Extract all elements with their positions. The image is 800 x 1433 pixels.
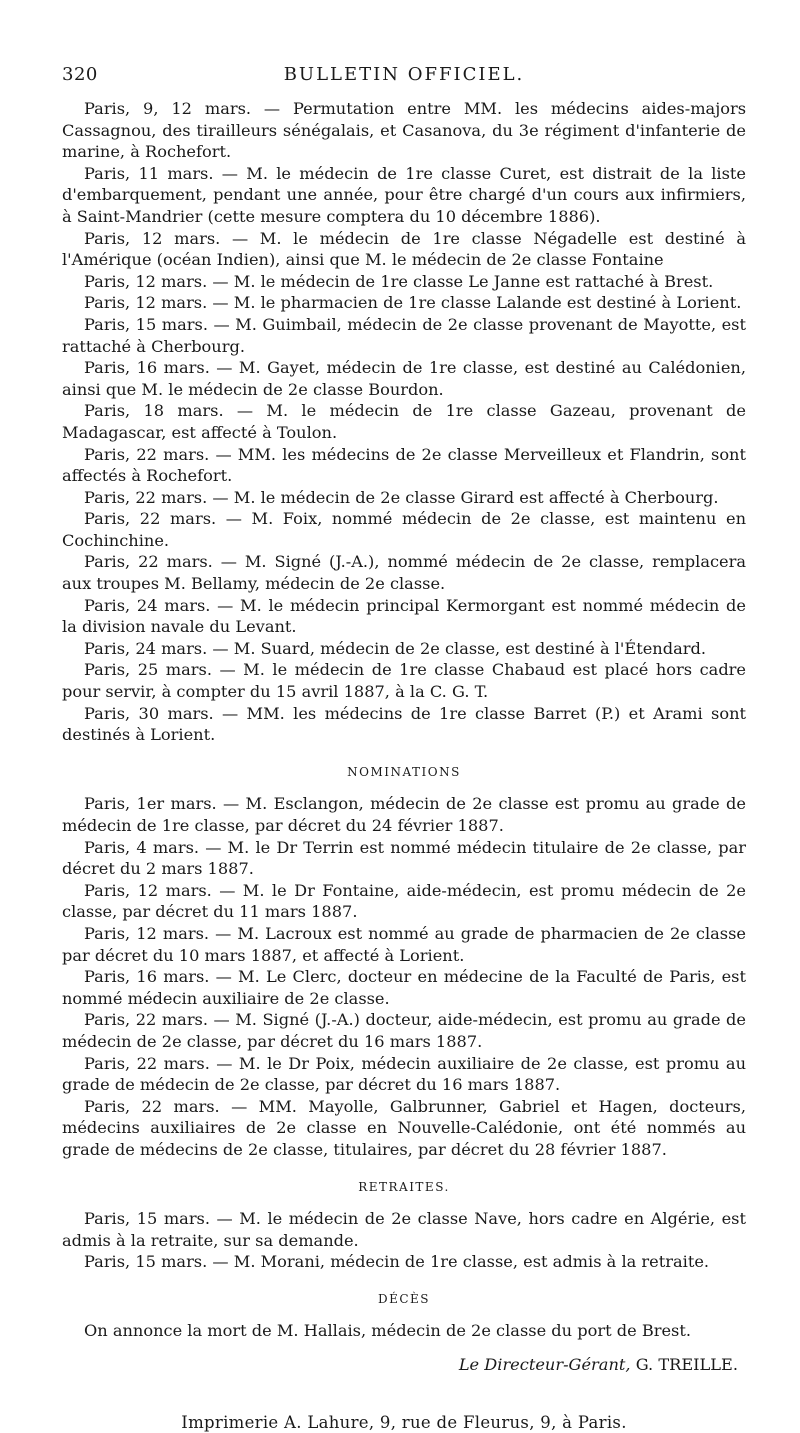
nominations-section bbox=[62, 793, 746, 1160]
nominations-heading: NOMINATIONS bbox=[347, 764, 461, 779]
paragraph: Paris, 11 mars. — M. le médecin de 1re classe Curet, est distrait de la liste d'embarquement, pendant une année, pour être chargé d'un cours aux infirmiers, à Saint-Mandrier (cette mesure comptera du 10 décembre 1886). bbox=[62, 163, 746, 226]
running-head bbox=[62, 60, 746, 88]
paragraph: Paris, 22 mars. — M. Signé (J.-A.), nommé médecin de 2e classe, remplacera aux troupes M. Bellamy, médecin de 2e classe. bbox=[62, 552, 746, 594]
signature-name: G. TREILLE. bbox=[635, 1355, 738, 1375]
paragraph: Paris, 12 mars. — M. le pharmacien de 1re classe Lalande est destiné à Lorient. bbox=[84, 293, 742, 313]
page bbox=[62, 60, 746, 1433]
paragraph: Paris, 22 mars. — MM. Mayolle, Galbrunner, Gabriel et Hagen, docteurs, médecins auxiliaires de 2e classe en Nouvelle-Calédonie, ont été nommés au grade de médecins de 2e classe, titulaires, par décret du 28 février 1887. bbox=[62, 1096, 746, 1159]
paragraph: Paris, 16 mars. — M. Le Clerc, docteur en médecine de la Faculté de Paris, est nommé médecin auxiliaire de 2e classe. bbox=[62, 967, 746, 1008]
retraites-section bbox=[62, 1208, 746, 1273]
paragraph: Paris, 12 mars. — M. Lacroux est nommé au grade de pharmacien de 2e classe par décret du 10 mars 1887, et affecté à Lorient. bbox=[62, 923, 746, 965]
signature bbox=[62, 1354, 746, 1376]
page-number: 320 bbox=[62, 64, 98, 85]
deces-heading: DÉCÈS bbox=[377, 1291, 431, 1306]
paragraph: Paris, 9, 12 mars. — Permutation entre MM. les médecins aides-majors Cassagnou, des tirailleurs sénégalais, et Casanova, du 3e régiment d'infanterie de marine, à Rochefort. bbox=[62, 99, 746, 162]
paragraph: Paris, 12 mars. — M. le médecin de 1re classe Négadelle est destiné à l'Amérique (océan Indien), ainsi que M. le médecin de 2e classe Fontaine bbox=[62, 228, 746, 270]
paragraph: Paris, 15 mars. — M. le médecin de 2e classe Nave, hors cadre en Algérie, est admis à la retraite, sur sa demande. bbox=[62, 1209, 746, 1250]
paragraph: Paris, 18 mars. — M. le médecin de 1re classe Gazeau, provenant de Madagascar, est affecté à Toulon. bbox=[62, 401, 746, 442]
paragraph: Paris, 16 mars. — M. Gayet, médecin de 1re classe, est destiné au Calédonien, ainsi que M. le médecin de 2e classe Bourdon. bbox=[62, 358, 746, 399]
paragraph: Paris, 4 mars. — M. le Dr Terrin est nommé médecin titulaire de 2e classe, par décret du 2 mars 1887. bbox=[62, 837, 746, 879]
signature-role: Le Directeur-Gérant, bbox=[458, 1355, 631, 1375]
deces-section bbox=[62, 1320, 746, 1342]
imprint: Imprimerie A. Lahure, 9, rue de Fleurus, 9, à Paris. bbox=[181, 1412, 627, 1432]
paragraph: Paris, 22 mars. — MM. les médecins de 2e classe Merveilleux et Flandrin, sont affectés à Rochefort. bbox=[62, 444, 746, 486]
paragraph: On annonce la mort de M. Hallais, médecin de 2e classe du port de Brest. bbox=[84, 1321, 691, 1341]
mutations-section bbox=[62, 98, 746, 746]
paragraph: Paris, 15 mars. — M. Guimbail, médecin de 2e classe provenant de Mayotte, est rattaché à Cherbourg. bbox=[62, 314, 746, 356]
paragraph: Paris, 12 mars. — M. le médecin de 1re classe Le Janne est rattaché à Brest. bbox=[84, 271, 714, 291]
paragraph: Paris, 24 mars. — M. Suard, médecin de 2e classe, est destiné à l'Étendard. bbox=[84, 638, 706, 658]
paragraph: Paris, 22 mars. — M. le médecin de 2e classe Girard est affecté à Cherbourg. bbox=[84, 487, 719, 507]
journal-title: BULLETIN OFFICIEL. bbox=[283, 64, 525, 85]
paragraph: Paris, 12 mars. — M. le Dr Fontaine, aide-médecin, est promu médecin de 2e classe, par décret du 11 mars 1887. bbox=[62, 880, 746, 922]
paragraph: Paris, 22 mars. — M. Foix, nommé médecin de 2e classe, est maintenu en Cochinchine. bbox=[62, 509, 746, 550]
paragraph: Paris, 24 mars. — M. le médecin principal Kermorgant est nommé médecin de la division navale du Levant. bbox=[62, 595, 746, 637]
paragraph: Paris, 15 mars. — M. Morani, médecin de 1re classe, est admis à la retraite. bbox=[84, 1252, 710, 1272]
paragraph: Paris, 1er mars. — M. Esclangon, médecin de 2e classe est promu au grade de médecin de 1re classe, par décret du 24 février 1887. bbox=[62, 794, 746, 835]
paragraph: Paris, 22 mars. — M. Signé (J.-A.) docteur, aide-médecin, est promu au grade de médecin de 2e classe, par décret du 16 mars 1887. bbox=[62, 1010, 746, 1051]
retraites-heading: RETRAITES. bbox=[358, 1179, 450, 1194]
paragraph: Paris, 22 mars. — M. le Dr Poix, médecin auxiliaire de 2e classe, est promu au grade de médecin de 2e classe, par décret du 16 mars 1887. bbox=[62, 1053, 746, 1095]
paragraph: Paris, 30 mars. — MM. les médecins de 1re classe Barret (P.) et Arami sont destinés à Lorient. bbox=[62, 703, 746, 745]
paragraph: Paris, 25 mars. — M. le médecin de 1re classe Chabaud est placé hors cadre pour servir, à compter du 15 avril 1887, à la C. G. T. bbox=[62, 660, 746, 702]
